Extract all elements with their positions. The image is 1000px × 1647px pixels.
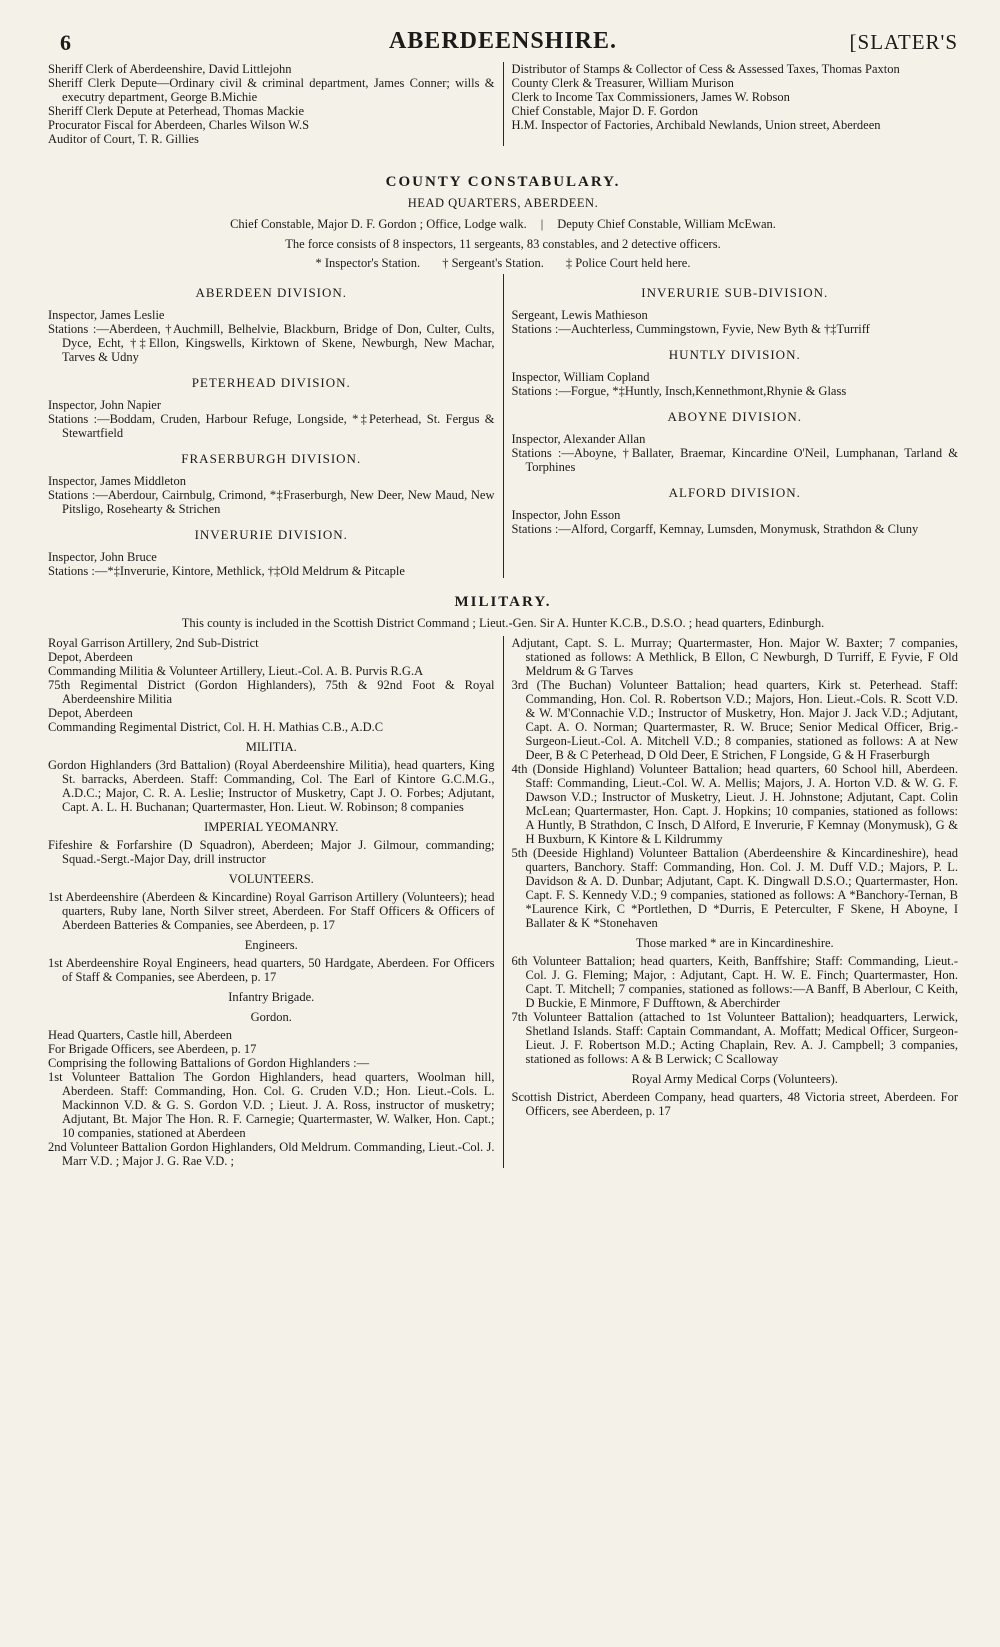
- section-heading: Gordon.: [250, 1010, 292, 1024]
- military-entry: Fifeshire & Forfarshire (D Squadron), Aberdeen; Major J. Gilmour, commanding; Squad.-Sergt.-Major Day, drill instructor: [48, 838, 495, 866]
- legend-inspector: * Inspector's Station.: [315, 256, 421, 270]
- section-heading: MILITIA.: [245, 740, 297, 754]
- force-composition: The force consists of 8 inspectors, 11 sergeants, 83 constables, and 2 detective officers.: [285, 237, 721, 251]
- entry-line: Sheriff Clerk Depute—Ordinary civil & criminal department, James Conner; wills & executry department, George B.Michie: [48, 76, 495, 104]
- division-entry: Stations :—Auchterless, Cummingstown, Fyvie, New Byth & †‡Turriff: [511, 322, 870, 336]
- division-entry: Inspector, Alexander Allan: [511, 432, 646, 446]
- military-title: MILITARY.: [454, 594, 552, 610]
- legend-sergeant: † Sergeant's Station.: [442, 256, 544, 270]
- running-head: [SLATER'S: [849, 30, 958, 54]
- section-heading: Engineers.: [244, 938, 298, 952]
- section-heading: IMPERIAL YEOMANRY.: [204, 820, 339, 834]
- top-section: [48, 62, 958, 146]
- military-right-column: [504, 636, 959, 1168]
- division-entry: Inspector, John Bruce: [48, 550, 157, 564]
- divisions-left-column: [48, 274, 504, 578]
- division-entry: Stations :—*‡Inverurie, Kintore, Methlick, †‡Old Meldrum & Pitcaple: [48, 564, 405, 578]
- military-entry: 1st Aberdeenshire Royal Engineers, head quarters, 50 Hardgate, Aberdeen. For Officers of Staff & Companies, see Aberdeen, p. 17: [48, 956, 495, 984]
- section-heading: Infantry Brigade.: [228, 990, 315, 1004]
- military-entry: 1st Aberdeenshire (Aberdeen & Kincardine) Royal Garrison Artillery (Volunteers); head quarters, Ruby lane, North Silver street, Aberdeen. For Staff Officers & Officers of Aberdeen Batteries & Companies, see Aberdeen, p. 17: [48, 890, 495, 932]
- division-heading: HUNTLY DIVISION.: [668, 347, 801, 362]
- divisions-right-column: [504, 274, 959, 578]
- military-entry: 3rd (The Buchan) Volunteer Battalion; head quarters, Kirk st. Peterhead. Staff: Commanding, Hon. Col. R. Robertson V.D.; Majors, Hon. Lieut.-Cols. R. Scott V.D. & W. M'Connachie V.D.; Instructor of Musketry, Hon. Major J. Jack V.D.; Adjutant, Capt. A. O. Norman; Quartermaster, R. W. Bruce; Senior Medical Officer, Brig.-Surgeon-Lieut.-Col. A. Mitchell V.D.; 8 companies, stationed as follows: A at New Deer, B & C Peterhead, D Old Deer, E Strichen, F Longside, G & H Fraserburgh: [511, 678, 958, 762]
- division-entry: Inspector, John Napier: [48, 398, 162, 412]
- entry-line: Sheriff Clerk of Aberdeenshire, David Littlejohn: [48, 62, 292, 76]
- entry-line: Auditor of Court, T. R. Gillies: [48, 132, 199, 146]
- constabulary-title: COUNTY CONSTABULARY.: [385, 174, 621, 190]
- division-heading: ALFORD DIVISION.: [668, 485, 801, 500]
- military-entry: Depot, Aberdeen: [48, 706, 133, 720]
- entry-line: Distributor of Stamps & Collector of Cess & Assessed Taxes, Thomas Paxton: [511, 62, 900, 76]
- military-entry: Head Quarters, Castle hill, Aberdeen: [48, 1028, 232, 1042]
- chief-separator: |: [540, 217, 544, 231]
- top-right-column: [504, 62, 959, 146]
- division-entry: Inspector, John Esson: [511, 508, 621, 522]
- station-legend: [48, 254, 958, 272]
- military-entry: For Brigade Officers, see Aberdeen, p. 17: [48, 1042, 257, 1056]
- military-entry: 2nd Volunteer Battalion Gordon Highlanders, Old Meldrum. Commanding, Lieut.-Col. J. Marr V.D. ; Major J. G. Rae V.D. ;: [48, 1140, 495, 1168]
- entry-line: Chief Constable, Major D. F. Gordon: [511, 104, 698, 118]
- centered-note: Royal Army Medical Corps (Volunteers).: [631, 1072, 838, 1086]
- military-entry: Adjutant, Capt. S. L. Murray; Quartermaster, Hon. Major W. Baxter; 7 companies, stationed as follows: A Methlick, B Ellon, C Newburgh, D Turriff, E Fyvie, F Old Meldrum & G Tarves: [511, 636, 958, 678]
- entry-line: Clerk to Income Tax Commissioners, James W. Robson: [511, 90, 790, 104]
- division-heading: ABERDEEN DIVISION.: [195, 285, 348, 300]
- military-left-column: [48, 636, 504, 1168]
- constabulary-subtitle: HEAD QUARTERS, ABERDEEN.: [407, 196, 599, 210]
- military-entry: Gordon Highlanders (3rd Battalion) (Royal Aberdeenshire Militia), head quarters, King St. barracks, Aberdeen. Staff: Commanding, Col. The Earl of Kintore G.C.M.G., A.D.C.; Major, C. R. A. Leslie; Instructor of Musketry, Capt J. O. Forbes; Adjutant, Capt. A. L. H. Buchanan; Quartermaster, Hon. Lieut. W. Robinson; 8 companies: [48, 758, 495, 814]
- division-heading: ABOYNE DIVISION.: [667, 409, 802, 424]
- entry-line: Procurator Fiscal for Aberdeen, Charles Wilson W.S: [48, 118, 310, 132]
- entry-line: Sheriff Clerk Depute at Peterhead, Thomas Mackie: [48, 104, 305, 118]
- division-entry: Inspector, James Middleton: [48, 474, 187, 488]
- division-entry: Stations :—Aberdeen, †Auchmill, Belhelvie, Blackburn, Bridge of Don, Culter, Cults, Dyce, Echt, †‡Ellon, Kingswells, Kirktown of Skene, Newburgh, New Machar, Tarves & Udny: [48, 322, 495, 364]
- division-entry: Stations :—Forgue, *‡Huntly, Insch,Kennethmont,Rhynie & Glass: [511, 384, 847, 398]
- military-entry: 1st Volunteer Battalion The Gordon Highlanders, head quarters, Woolman hill, Aberdeen. Staff: Commanding, Hon. Col. G. Cruden V.D.; Hon. Lieut.-Cols. L. Mackinnon V.D. & G. S. Gordon V.D. ; Lieut. J. A. Ross, instructor of musketry; Adjutant, Bt. Major The Hon. R. F. Carnegie; Quartermaster, W. Walker, Hon. Capt.; 10 companies, stationed at Aberdeen: [48, 1070, 495, 1140]
- page-number: 6: [60, 30, 71, 55]
- centered-note: Those marked * are in Kincardineshire.: [635, 936, 834, 950]
- military-entry: 6th Volunteer Battalion; head quarters, Keith, Banffshire; Staff: Commanding, Lieut.-Col. J. G. Fleming; Major, : Adjutant, Capt. H. W. E. Finch; Quartermaster, Hon. Capt. T. Mitchell; 7 companies, stationed as follows:—A Banff, B Aberlour, C Keith, D Buckie, E Minmore, F Dufftown, & Aberchirder: [511, 954, 958, 1010]
- military-entry: Royal Garrison Artillery, 2nd Sub-District: [48, 636, 259, 650]
- division-entry: Stations :—Aboyne, †Ballater, Braemar, Kincardine O'Neil, Lumphanan, Tarland & Torphines: [511, 446, 958, 474]
- military-entry: Commanding Regimental District, Col. H. H. Mathias C.B., A.D.C: [48, 720, 384, 734]
- top-left-column: [48, 62, 504, 146]
- deputy-chief-constable: Deputy Chief Constable, William McEwan.: [557, 217, 776, 231]
- section-heading: VOLUNTEERS.: [228, 872, 314, 886]
- military-entry: Scottish District, Aberdeen Company, head quarters, 48 Victoria street, Aberdeen. For Officers, see Aberdeen, p. 17: [511, 1090, 958, 1118]
- division-entry: Stations :—Aberdour, Cairnbulg, Crimond, *‡Fraserburgh, New Deer, New Maud, New Pitsligo, Rosehearty & Strichen: [48, 488, 495, 516]
- entry-line: H.M. Inspector of Factories, Archibald Newlands, Union street, Aberdeen: [511, 118, 881, 132]
- military-entry: Commanding Militia & Volunteer Artillery, Lieut.-Col. A. B. Purvis R.G.A: [48, 664, 424, 678]
- legend-police-court: ‡ Police Court held here.: [565, 256, 691, 270]
- division-entry: Inspector, William Copland: [511, 370, 650, 384]
- military-entry: 75th Regimental District (Gordon Highlanders), 75th & 92nd Foot & Royal Aberdeenshire Militia: [48, 678, 495, 706]
- page: [48, 26, 958, 1626]
- military-entry: Depot, Aberdeen: [48, 650, 133, 664]
- chief-constable: Chief Constable, Major D. F. Gordon ; Office, Lodge walk.: [230, 217, 527, 231]
- military-entry: Comprising the following Battalions of Gordon Highlanders :—: [48, 1056, 370, 1070]
- division-heading: INVERURIE SUB-DIVISION.: [641, 285, 829, 300]
- military-entry: 5th (Deeside Highland) Volunteer Battalion (Aberdeenshire & Kincardineshire), head quarters, Banchory. Staff: Commanding, Hon. Col. J. M. Duff V.D.; Majors, P. L. Davidson & A. D. Dunbar; Adjutant, Capt. K. Dingwall D.S.O.; Quartermaster, Hon. Capt. F. S. Kennedy V.D.; 9 companies, stationed as follows: A *Banchory-Ternan, B *Laurence Kirk, C *Portlethen, D *Durris, E Peterculter, F Skene, H Aboyne, I Ballater & K *Stonehaven: [511, 846, 958, 930]
- division-heading: FRASERBURGH DIVISION.: [181, 451, 362, 466]
- division-entry: Stations :—Alford, Corgarff, Kemnay, Lumsden, Monymusk, Strathdon & Cluny: [511, 522, 919, 536]
- entry-line: County Clerk & Treasurer, William Murison: [511, 76, 734, 90]
- page-title: ABERDEENSHIRE.: [388, 28, 618, 54]
- military-entry: 7th Volunteer Battalion (attached to 1st Volunteer Battalion); headquarters, Lerwick, Shetland Islands. Staff: Captain Commandant, A. Moffatt; Medical Officer, Surgeon-Lieut. J. F. Robertson M.D.; Acting Chaplain, Rev. A. J. Campbell; 3 companies, stationed as follows: A & B Lerwick; C Scalloway: [511, 1010, 958, 1066]
- division-entry: Sergeant, Lewis Mathieson: [511, 308, 648, 322]
- military-entry: 4th (Donside Highland) Volunteer Battalion; head quarters, 60 School hill, Aberdeen. Staff: Commanding, Lieut.-Col. W. A. Mellis; Majors, J. A. Horton V.D. & W. G. F. Dawson V.D.; Instructor of Musketry, Lieut. J. H. Johnstone; Adjutant, Capt. Colin McLean; Quartermaster, Hon. Capt. J. Hopkins; 10 companies, stationed as follows: A Huntly, B Strathdon, C Insch, D Alford, E Inverurie, F Kemnay (Monymusk), G & H Buxburn, K Kintore & L Kildrummy: [511, 762, 958, 846]
- military-section: [48, 636, 958, 1168]
- division-heading: INVERURIE DIVISION.: [194, 527, 348, 542]
- constabulary-divisions: [48, 274, 958, 578]
- division-entry: Stations :—Boddam, Cruden, Harbour Refuge, Longside, *‡Peterhead, St. Fergus & Stewartfield: [48, 412, 495, 440]
- military-intro: This county is included in the Scottish District Command ; Lieut.-Gen. Sir A. Hunter K.C.B., D.S.O. ; head quarters, Edinburgh.: [181, 616, 825, 630]
- page-header: [48, 26, 958, 62]
- division-heading: PETERHEAD DIVISION.: [191, 375, 351, 390]
- division-entry: Inspector, James Leslie: [48, 308, 165, 322]
- constabulary-chiefs: [48, 216, 958, 232]
